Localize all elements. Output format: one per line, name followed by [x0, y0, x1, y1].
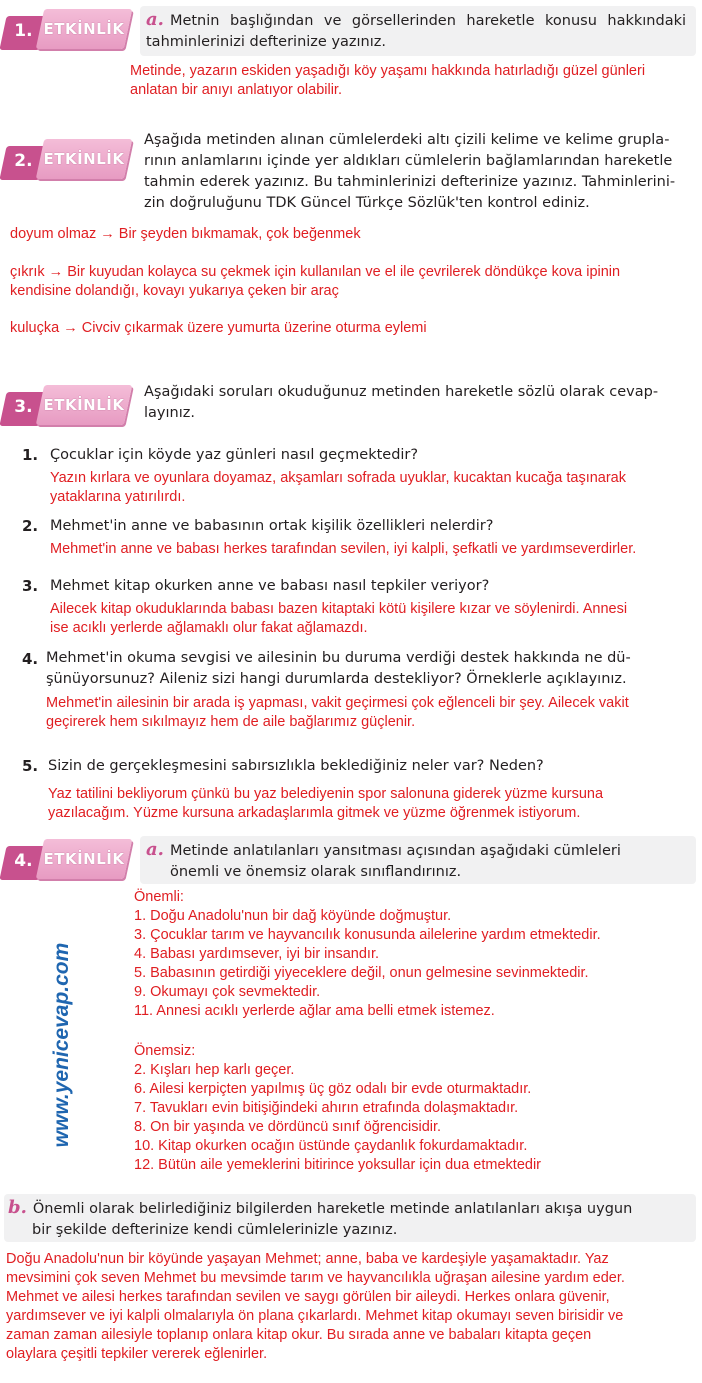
- activity-2-answer-1: doyum olmaz → Bir şeyden bıkmamak, çok beğenmek: [10, 226, 361, 242]
- task-text: Metnin başlığından ve görsellerinden hareketle konusu hakkındaki tahminlerinizi defterinize yazınız.: [146, 13, 686, 50]
- activity-2-task: Aşağıda metinden alınan cümlelerdeki altı çizili kelime ve kelime grupla- rının anlamlarını içinde yer aldıkları cümlelerin bağlamlarından hareketle tahmin ederek yazınız. Bu tahminlerinizi defterinize yazınız. Tahminlerini- zin doğruluğunu TDK Güncel Türkçe Sözlük'ten kontrol ediniz.: [144, 132, 676, 211]
- list-item: 2. Kışları hep karlı geçer.: [134, 1062, 295, 1078]
- question-2-text: Mehmet'in anne ve babasının ortak kişilik özellikleri nelerdir?: [50, 518, 494, 534]
- task-letter-a: a.: [146, 839, 164, 860]
- list-item: 3. Çocuklar tarım ve hayvancılık konusunda ailelerine yardım etmektedir.: [134, 927, 601, 943]
- question-4-answer: Mehmet'in ailesinin bir arada iş yapması, vakit geçirmesi çok eğlenceli bir şey. Ailecek vakit geçirerek hem sıkılmayız hem de aile bağlarımız güçlenir.: [46, 695, 629, 730]
- activity-1-task-box: [140, 6, 696, 56]
- unimportant-title: Önemsiz:: [134, 1043, 196, 1059]
- list-item: 5. Babasının getirdiği yiyeceklere değil, onun gelmesine sevinmektedir.: [134, 965, 589, 981]
- question-1-number: 1.: [22, 446, 39, 464]
- question-3-text: Mehmet kitap okurken anne ve babası nasıl tepkiler veriyor?: [50, 578, 490, 594]
- question-1-answer: Yazın kırlara ve oyunlara doyamaz, akşamları sofrada uyuklar, kucaktan kucağa taşınarak yataklarına yatırılırdı.: [50, 470, 626, 505]
- list-item: 7. Tavukları evin bitişiğindeki ahırın etrafında dolaşmaktadır.: [134, 1100, 519, 1116]
- unimportant-list: [134, 1042, 694, 1175]
- question-2-answer: Mehmet'in anne ve babası herkes tarafından sevilen, iyi kalpli, şefkatli ve yardımseverdirler.: [50, 541, 637, 557]
- important-title: Önemli:: [134, 889, 184, 905]
- question-4-number: 4.: [22, 650, 39, 668]
- activity-2-answer-3: kuluçka → Civciv çıkarmak üzere yumurta üzerine oturma eylemi: [10, 320, 427, 336]
- activity-3-badge: [0, 382, 132, 434]
- important-list: [134, 888, 694, 1021]
- activity-label: ETKİNLİK: [43, 20, 125, 38]
- activity-label: ETKİNLİK: [43, 150, 125, 168]
- question-4-text: Mehmet'in okuma sevgisi ve ailesinin bu duruma verdiği destek hakkında ne dü- şünüyorsunuz? Aileniz sizi hangi durumlarda destekliyor? Örneklerle açıklayınız.: [46, 650, 631, 687]
- question-5-number: 5.: [22, 757, 39, 775]
- activity-1-badge: [0, 6, 132, 58]
- list-item: 12. Bütün aile yemeklerini bitirince yoksullar için dua etmektedir: [134, 1157, 541, 1173]
- activity-2-badge: [0, 136, 132, 188]
- activity-4-badge: [0, 836, 132, 888]
- activity-label: ETKİNLİK: [43, 396, 125, 414]
- list-item: 8. On bir yaşında ve dördüncü sınıf öğrencisidir.: [134, 1119, 442, 1135]
- list-item: 11. Annesi acıklı yerlerde ağlar ama belli etmek istemez.: [134, 1003, 495, 1019]
- question-3-number: 3.: [22, 577, 39, 595]
- activity-number: 1.: [14, 21, 33, 41]
- task-letter-a: a.: [146, 9, 164, 30]
- list-item: 10. Kitap okurken ocağın üstünde çaydanlık fokurdamaktadır.: [134, 1138, 528, 1154]
- activity-4b-task: b. Önemli olarak belirlediğiniz bilgilerden hareketle metinde anlatılanları akışa uygun bir şekilde defterinize kendi cümlelerinizle yazınız.: [8, 1197, 633, 1238]
- activity-4b-answer: Doğu Anadolu'nun bir köyünde yaşayan Mehmet; anne, baba ve kardeşiyle yaşamaktadır. Yaz mevsimini çok seven Mehmet bu mevsimde tarım ve hayvancılıkla uğraşan ailesine yardım eder. Mehmet ve ailesi herkes tarafından sevilen ve saygı görülen bir aileydi. Herkes onlara güvenir, yardımsever ve iyi kalpli olmalarıyla ön plana çıkarlardı. Mehmet kitap okumayı seven birisidir ve zaman zaman ailesiyle toplanıp onlara kitap okur. Bu sırada anne ve babaları kitapta geçen olaylara çeşitli tepkiler vererek eğlenirler.: [6, 1251, 625, 1362]
- activity-3-task: Aşağıdaki soruları okuduğunuz metinden hareketle sözlü olarak cevap- layınız.: [144, 384, 659, 421]
- question-1-text: Çocuklar için köyde yaz günleri nasıl geçmektedir?: [50, 447, 419, 463]
- activity-number: 2.: [14, 151, 33, 171]
- question-3-answer: Ailecek kitap okuduklarında babası bazen kitaptaki kötü kişilere kızar ve söylenirdi. Annesi ise acıklı yerlerde ağlamaklı olur fakat ağlamazdı.: [50, 601, 628, 636]
- activity-label: ETKİNLİK: [43, 850, 125, 868]
- activity-2-answer-2: çıkrık → Bir kuyudan kolayca su çekmek için kullanılan ve el ile çevrilerek döndükçe kova ipinin kendisine dolandığı, kovayı yukarıya çeken bir araç: [10, 264, 621, 299]
- question-2-number: 2.: [22, 517, 39, 535]
- list-item: 1. Doğu Anadolu'nun bir dağ köyünde doğmuştur.: [134, 908, 452, 924]
- question-5-answer: Yaz tatilini bekliyorum çünkü bu yaz belediyenin spor salonuna giderek yüzme kursuna yazılacağım. Yüzme kursuna arkadaşlarımla gitmek ve yüzme öğrenmek istiyorum.: [48, 786, 604, 821]
- list-item: 6. Ailesi kerpiçten yapılmış üç göz odalı bir evde oturmaktadır.: [134, 1081, 532, 1097]
- activity-1-task: [146, 9, 686, 53]
- activity-4a-task: a. Metinde anlatılanları yansıtması açısından aşağıdaki cümleleri önemli ve önemsiz olarak sınıflandırınız.: [146, 839, 621, 880]
- question-5-text: Sizin de gerçekleşmesini sabırsızlıkla beklediğiniz neler var? Neden?: [48, 758, 544, 774]
- activity-4b-task-box: [4, 1194, 696, 1242]
- activity-4a-task-box: [140, 836, 696, 884]
- activity-number: 3.: [14, 397, 33, 417]
- list-item: 4. Babası yardımsever, iyi bir insandır.: [134, 946, 379, 962]
- list-item: 9. Okumayı çok sevmektedir.: [134, 984, 321, 1000]
- task-letter-b: b.: [8, 1197, 27, 1218]
- watermark-url: www.yenicevap.com: [50, 942, 73, 1148]
- activity-number: 4.: [14, 851, 33, 871]
- activity-1-answer: Metinde, yazarın eskiden yaşadığı köy yaşamı hakkında hatırladığı güzel günleri anlatan bir anıyı anlatıyor olabilir.: [130, 63, 646, 98]
